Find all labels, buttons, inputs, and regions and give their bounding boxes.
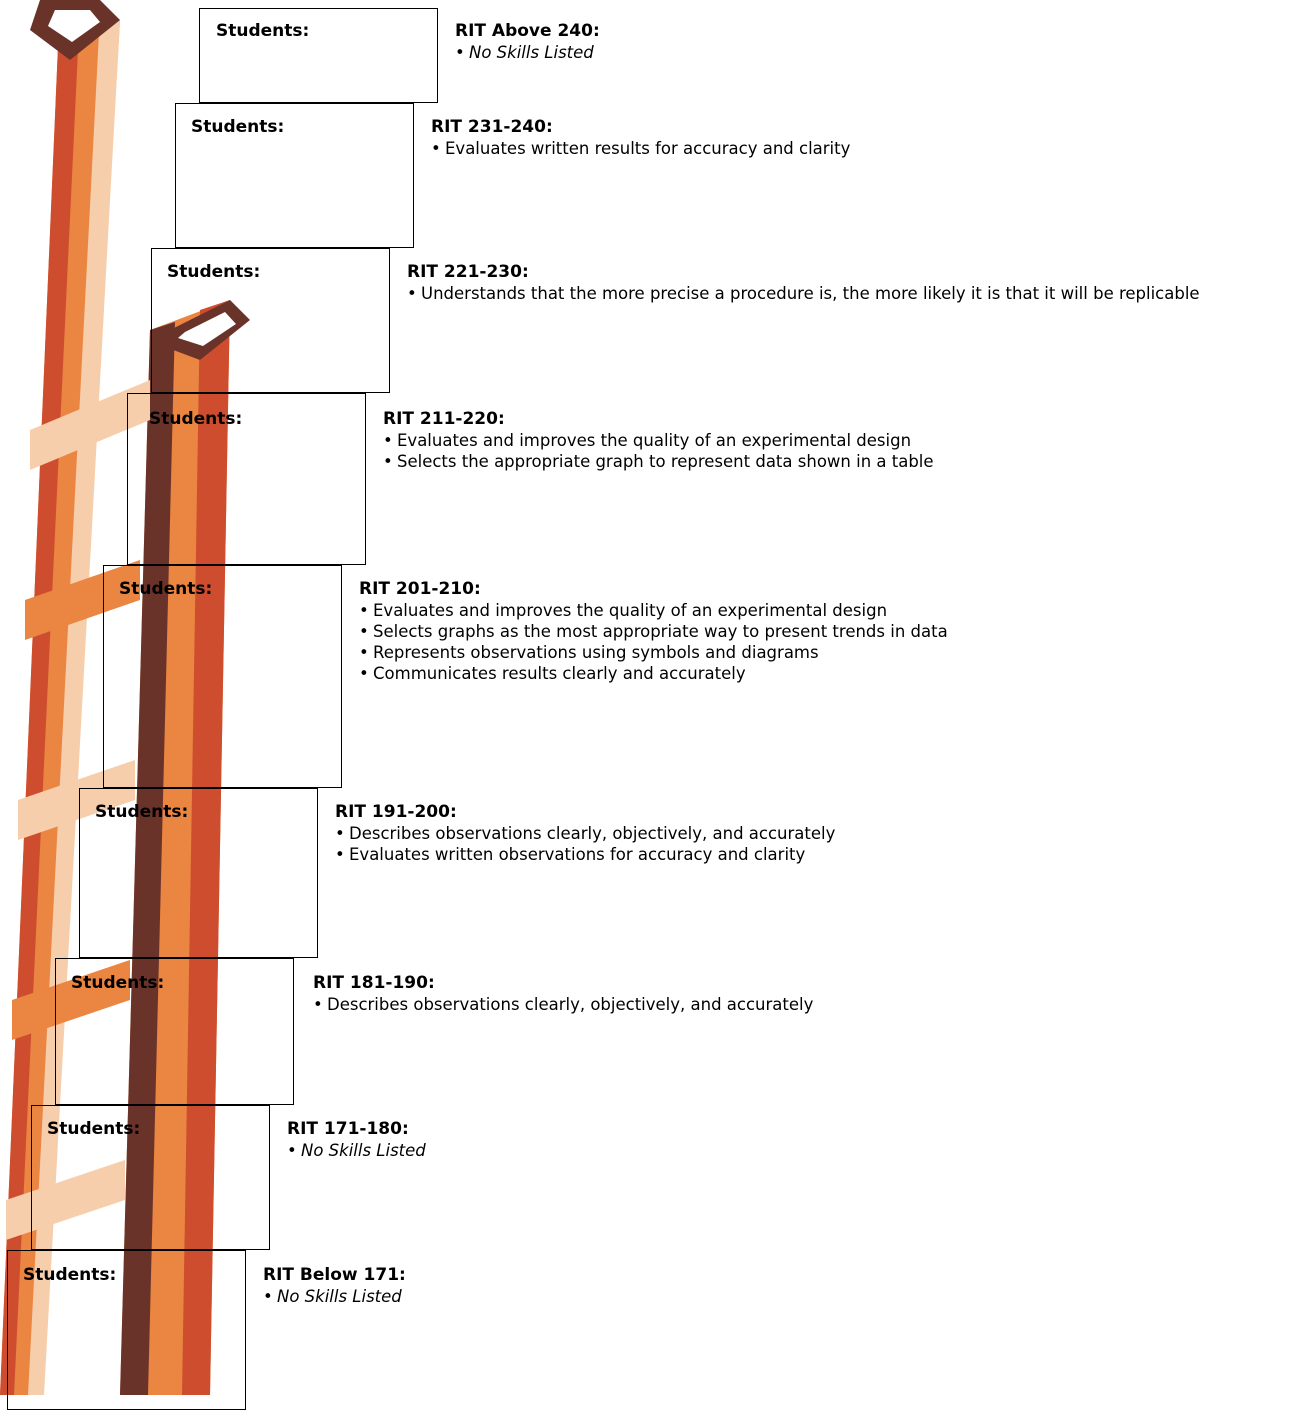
level-title: RIT 171-180: (287, 1119, 409, 1139)
bullet-icon: • (359, 622, 369, 641)
skill-text: Evaluates written observations for accuracy and clarity (349, 845, 806, 864)
students-label: Students: (71, 973, 165, 993)
skill-item (455, 42, 600, 63)
skill-item (263, 1286, 406, 1307)
skill-text: Selects graphs as the most appropriate way to present trends in data (373, 622, 948, 641)
skill-list (287, 1140, 426, 1161)
rit-level-221-230 (407, 262, 1200, 304)
students-label: Students: (149, 409, 243, 429)
bullet-icon: • (431, 139, 441, 158)
bullet-icon: • (335, 824, 345, 843)
rit-level-181-190 (313, 973, 813, 1015)
skill-list (383, 430, 934, 472)
rit-level-191-200 (335, 802, 835, 865)
students-label: Students: (23, 1265, 117, 1285)
skill-text: Understands that the more precise a procedure is, the more likely it is that it will be replicable (421, 284, 1200, 303)
bullet-icon: • (313, 995, 323, 1014)
bullet-icon: • (383, 431, 393, 450)
students-label: Students: (216, 21, 310, 41)
bullet-icon: • (263, 1287, 273, 1306)
skill-text: Evaluates written results for accuracy and clarity (445, 139, 851, 158)
level-title: RIT 191-200: (335, 802, 457, 822)
rit-level-201-210 (359, 579, 948, 684)
bullet-icon: • (455, 43, 465, 62)
rit-level-below-171 (263, 1265, 406, 1307)
skill-text: No Skills Listed (469, 43, 594, 62)
level-title: RIT Below 171: (263, 1265, 406, 1285)
skill-text: No Skills Listed (301, 1141, 426, 1160)
skill-text: Describes observations clearly, objectively, and accurately (349, 824, 836, 843)
skill-item (359, 642, 948, 663)
skill-item (407, 283, 1200, 304)
skill-list (455, 42, 600, 63)
skill-item (359, 663, 948, 684)
students-label: Students: (167, 262, 261, 282)
bullet-icon: • (359, 601, 369, 620)
skill-item (313, 994, 813, 1015)
skill-item (359, 621, 948, 642)
students-label: Students: (47, 1119, 141, 1139)
skill-text: Selects the appropriate graph to represent data shown in a table (397, 452, 934, 471)
skill-list (335, 823, 835, 865)
level-title: RIT Above 240: (455, 21, 600, 41)
skill-text: No Skills Listed (277, 1287, 402, 1306)
bullet-icon: • (407, 284, 417, 303)
skill-text: Evaluates and improves the quality of an experimental design (397, 431, 912, 450)
skill-list (359, 600, 948, 684)
students-label: Students: (191, 117, 285, 137)
skill-item (359, 600, 948, 621)
skill-item (287, 1140, 426, 1161)
level-title: RIT 201-210: (359, 579, 481, 599)
skill-text: Represents observations using symbols and diagrams (373, 643, 819, 662)
bullet-icon: • (287, 1141, 297, 1160)
rit-level-231-240 (431, 117, 850, 159)
bullet-icon: • (359, 664, 369, 683)
rit-level-211-220 (383, 409, 934, 472)
level-title: RIT 211-220: (383, 409, 505, 429)
rit-level-above-240 (455, 21, 600, 63)
skill-item (335, 844, 835, 865)
level-title: RIT 231-240: (431, 117, 553, 137)
bullet-icon: • (359, 643, 369, 662)
level-title: RIT 221-230: (407, 262, 529, 282)
students-label: Students: (119, 579, 213, 599)
skill-text: Describes observations clearly, objectively, and accurately (327, 995, 814, 1014)
skill-text: Communicates results clearly and accurately (373, 664, 746, 683)
level-title: RIT 181-190: (313, 973, 435, 993)
bullet-icon: • (335, 845, 345, 864)
skill-item (335, 823, 835, 844)
skill-text: Evaluates and improves the quality of an experimental design (373, 601, 888, 620)
skill-list (263, 1286, 406, 1307)
skill-item (431, 138, 850, 159)
students-label: Students: (95, 802, 189, 822)
skill-list (313, 994, 813, 1015)
skill-item (383, 451, 934, 472)
skill-item (383, 430, 934, 451)
rit-level-171-180 (287, 1119, 426, 1161)
skill-list (431, 138, 850, 159)
skill-list (407, 283, 1200, 304)
bullet-icon: • (383, 452, 393, 471)
